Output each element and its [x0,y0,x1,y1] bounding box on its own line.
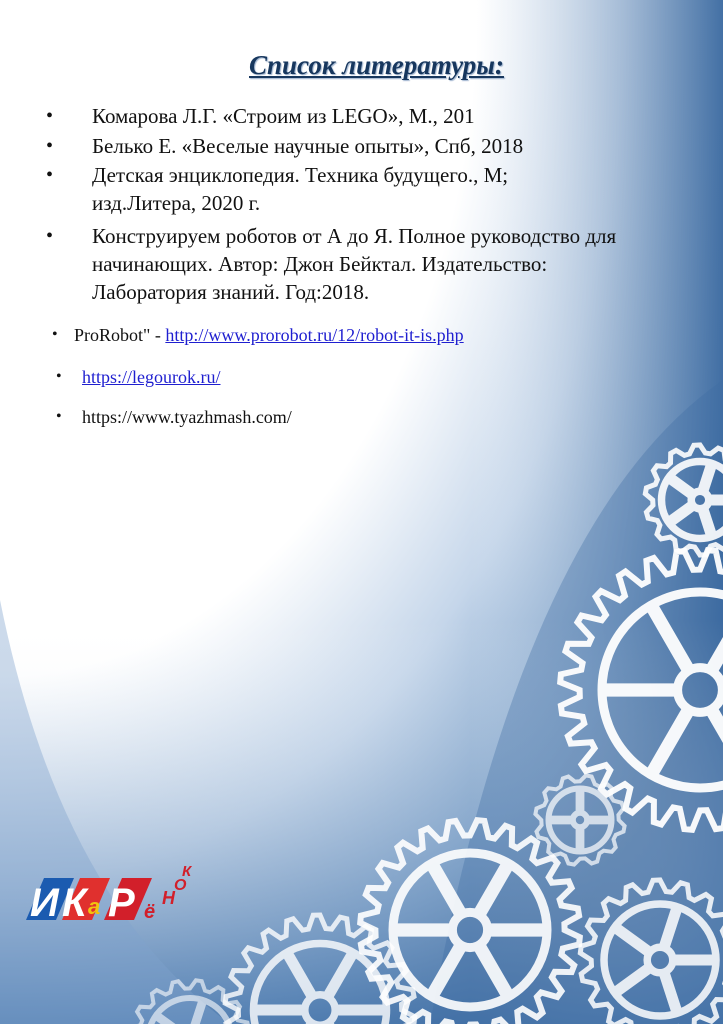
reference-item [46,222,661,306]
link-prefix: ProRobot" - [74,325,166,345]
page-title: Список литературы: [249,50,504,80]
list-bullet: • [46,105,54,127]
prorobot-link[interactable]: http://www.prorobot.ru/12/robot-it-is.php [165,325,464,345]
reference-item [46,161,606,217]
logo-letter-n: Н [162,888,175,908]
logo-letter-a: а [88,894,101,919]
list-bullet: • [52,326,58,343]
legourok-link[interactable]: https://legourok.ru/ [82,367,221,387]
logo-letter-k2: К [182,863,192,880]
reference-item [46,132,646,160]
reference-text: Детская энциклопедия. Техника будущего., М; изд.Литера, 2020 г. [92,163,509,215]
reference-item [46,102,646,130]
ikaryonok-logo [22,860,202,928]
logo-letter-o: О [174,877,187,894]
reference-text: Белько Е. «Веселые научные опыты», Спб, 2018 [92,134,524,158]
web-link-item [52,323,672,347]
logo-letter-r: Р [108,881,135,925]
list-bullet: • [46,225,54,247]
list-bullet: • [46,164,54,186]
list-bullet: • [56,408,62,425]
logo-letter-k: К [62,881,87,925]
reference-text: Конструируем роботов от А до Я. Полное руководство для начинающих. Автор: Джон Бейктал. Издательство: Лаборатория знаний. Год:2018. [92,224,617,304]
reference-text: Комарова Л.Г. «Строим из LEGO», М., 201 [92,104,475,128]
list-bullet: • [56,368,62,385]
logo-letter-yo: ё [144,901,156,923]
web-link-item [56,365,676,389]
tyazhmash-text: https://www.tyazhmash.com/ [82,407,292,427]
list-bullet: • [46,135,54,157]
web-link-item [56,405,676,429]
logo-letter-i: И [30,881,59,925]
